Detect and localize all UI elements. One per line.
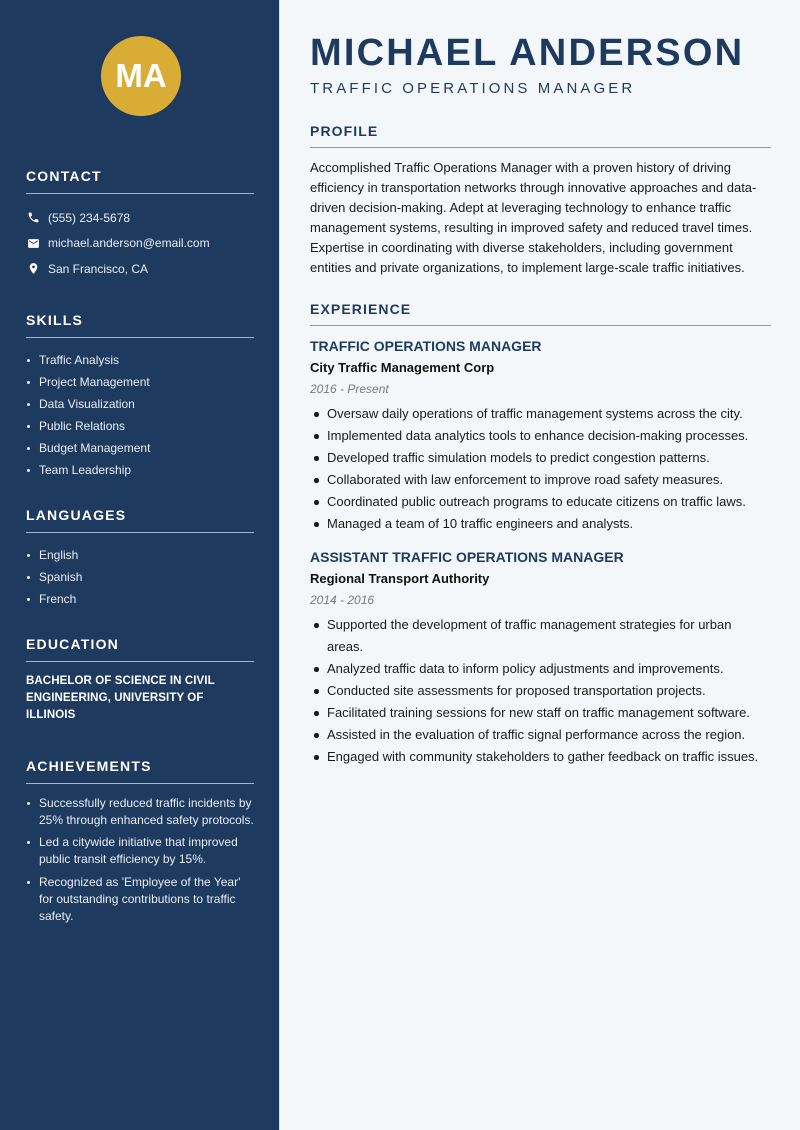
experience-heading: EXPERIENCE [310, 301, 771, 326]
education-degree: BACHELOR OF SCIENCE IN CIVIL ENGINEERING, UNIVERSITY OF ILLINOIS [26, 674, 215, 721]
languages-heading: LANGUAGES [26, 507, 254, 533]
job-bullet: Collaborated with law enforcement to improve road safety measures. [310, 469, 771, 491]
skill-item: Public Relations [26, 415, 254, 437]
achievements-heading: ACHIEVEMENTS [26, 758, 254, 784]
profile-summary: Accomplished Traffic Operations Manager with a proven history of driving efficiency in transportation networks through innovative approaches and data-driven decision-making. Adept at leveraging technology to enhance traffic management systems, resulting in improved safety and reduced travel times. Expertise in coordinating with diverse stakeholders, including government entities and private organizations, to implement large-scale traffic initiatives. [310, 160, 757, 275]
job-title: ASSISTANT TRAFFIC OPERATIONS MANAGER [310, 549, 624, 565]
job-company: City Traffic Management Corp [310, 360, 495, 375]
job-entry [310, 336, 771, 535]
job-bullet: Conducted site assessments for proposed transportation projects. [310, 680, 771, 702]
job-title: TRAFFIC OPERATIONS MANAGER [310, 338, 542, 354]
achievements-section [26, 758, 254, 925]
avatar-initials: MA [115, 57, 167, 94]
avatar [101, 36, 181, 116]
job-entry [310, 547, 771, 768]
profile-heading: PROFILE [310, 123, 771, 148]
skill-item: Team Leadership [26, 459, 254, 481]
main-content [280, 0, 800, 1130]
job-dates: 2016 - Present [310, 382, 389, 396]
job-bullet: Assisted in the evaluation of traffic signal performance across the region. [310, 724, 771, 746]
job-title-subtitle: TRAFFIC OPERATIONS MANAGER [310, 80, 636, 97]
contact-location [26, 256, 254, 282]
contact-section [26, 168, 254, 282]
job-bullet: Coordinated public outreach programs to educate citizens on traffic laws. [310, 491, 771, 513]
languages-section [26, 507, 254, 610]
job-bullets [310, 403, 771, 535]
candidate-name: MICHAEL ANDERSON [310, 32, 745, 74]
skill-item: Traffic Analysis [26, 349, 254, 371]
achievement-item: Led a citywide initiative that improved public transit efficiency by 15%. [26, 834, 254, 868]
achievement-item: Recognized as 'Employee of the Year' for outstanding contributions to traffic safety. [26, 874, 254, 925]
location-pin-icon [26, 262, 40, 276]
job-bullet: Oversaw daily operations of traffic management systems across the city. [310, 403, 771, 425]
job-bullet: Managed a team of 10 traffic engineers and analysts. [310, 513, 771, 535]
skills-list [26, 349, 254, 481]
language-item: French [26, 588, 254, 610]
job-bullet: Analyzed traffic data to inform policy adjustments and improvements. [310, 658, 771, 680]
achievements-list [26, 795, 254, 925]
skills-section [26, 312, 254, 481]
contact-email[interactable] [26, 231, 254, 257]
job-company: Regional Transport Authority [310, 571, 490, 586]
contact-heading: CONTACT [26, 168, 254, 194]
job-bullet: Implemented data analytics tools to enhance decision-making processes. [310, 425, 771, 447]
job-bullet: Facilitated training sessions for new staff on traffic management software. [310, 702, 771, 724]
phone-icon [26, 211, 40, 225]
language-item: English [26, 544, 254, 566]
education-heading: EDUCATION [26, 636, 254, 662]
job-dates: 2014 - 2016 [310, 593, 375, 607]
skill-item: Budget Management [26, 437, 254, 459]
job-bullets [310, 614, 771, 768]
contact-location-text: San Francisco, CA [48, 261, 149, 276]
languages-list [26, 544, 254, 610]
language-item: Spanish [26, 566, 254, 588]
contact-phone[interactable] [26, 205, 254, 231]
job-bullet: Developed traffic simulation models to predict congestion patterns. [310, 447, 771, 469]
education-section [26, 636, 254, 724]
skill-item: Data Visualization [26, 393, 254, 415]
profile-section [310, 123, 771, 278]
email-icon [26, 236, 40, 250]
job-bullet: Supported the development of traffic management strategies for urban areas. [310, 614, 771, 658]
skill-item: Project Management [26, 371, 254, 393]
job-bullet: Engaged with community stakeholders to gather feedback on traffic issues. [310, 746, 771, 768]
sidebar [0, 0, 280, 1130]
contact-email-text: michael.anderson@email.com [48, 236, 210, 251]
contact-phone-text: (555) 234-5678 [48, 210, 131, 225]
experience-section [310, 301, 771, 768]
achievement-item: Successfully reduced traffic incidents by 25% through enhanced safety protocols. [26, 795, 254, 829]
skills-heading: SKILLS [26, 312, 254, 338]
